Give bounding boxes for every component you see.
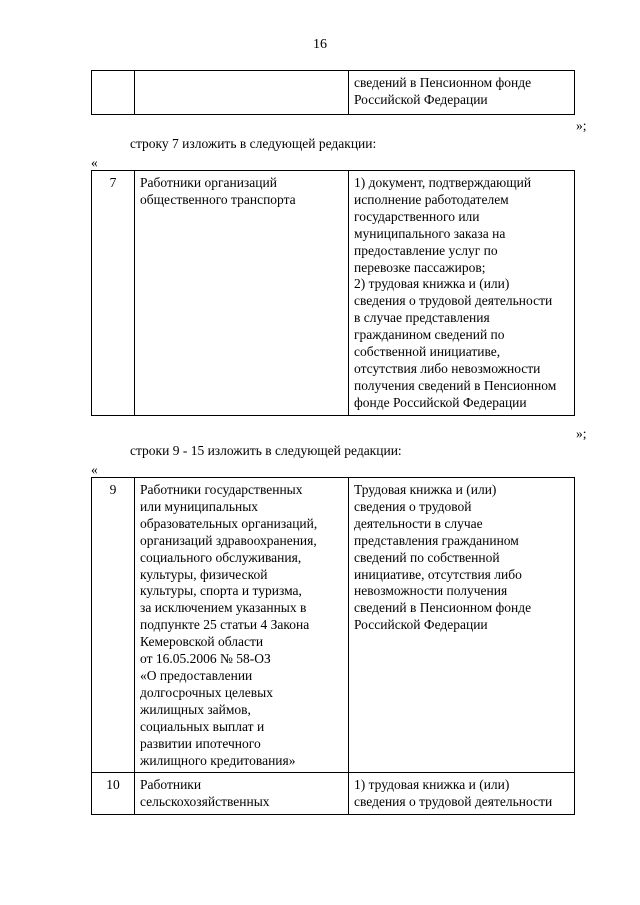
opening-quote: « [91,155,98,170]
row-number [92,71,135,115]
row-category: Работники государственных или муниципальных образовательных организаций, организаций здравоохранения, социального обслуживания, культуры, физической культуры, спорта и туризма, за исключением указанных в подпункте 25 статьи 4 Закона Кемеровской области от 16.05.2006 № 58-ОЗ «О предоставлении долгосрочных целевых жилищных займов, социальных выплат и развитии ипотечного жилищного кредитования» [135,478,349,773]
table-row [92,171,575,416]
closing-quote: »; [576,426,587,441]
row-number: 7 [92,171,135,416]
table-rows-9-10 [91,477,575,815]
table-row-7 [91,170,575,416]
row-category [135,71,349,115]
instruction-text: строку 7 изложить в следующей редакции: [130,136,377,151]
row-documents: 1) трудовая книжка и (или) сведения о трудовой деятельности [349,773,575,815]
row-documents: Трудовая книжка и (или) сведения о трудовой деятельности в случае представления гражданином сведений по собственной инициативе, отсутствия либо невозможности получения сведений в Пенсионном фонде Российской Федерации [349,478,575,773]
row-number: 9 [92,478,135,773]
row-documents: сведений в Пенсионном фонде Российской Федерации [349,71,575,115]
row-category: Работники организаций общественного транспорта [135,171,349,416]
row-number: 10 [92,773,135,815]
opening-quote: « [91,462,98,477]
table-row [92,478,575,773]
row-category: Работники сельскохозяйственных [135,773,349,815]
row-documents: 1) документ, подтверждающий исполнение работодателем государственного или муниципального заказа на предоставление услуг по перевозке пассажиров; 2) трудовая книжка и (или) сведения о трудовой деятельности в случае представления гражданином сведений по собственной инициативе, отсутствия либо невозможности получения сведений в Пенсионном фонде Российской Федерации [349,171,575,416]
table-fragment-top [91,70,575,115]
instruction-text: строки 9 - 15 изложить в следующей редакции: [130,443,402,458]
table-row [92,773,575,815]
table-row [92,71,575,115]
closing-quote: »; [576,118,587,133]
page-number: 16 [313,37,327,52]
